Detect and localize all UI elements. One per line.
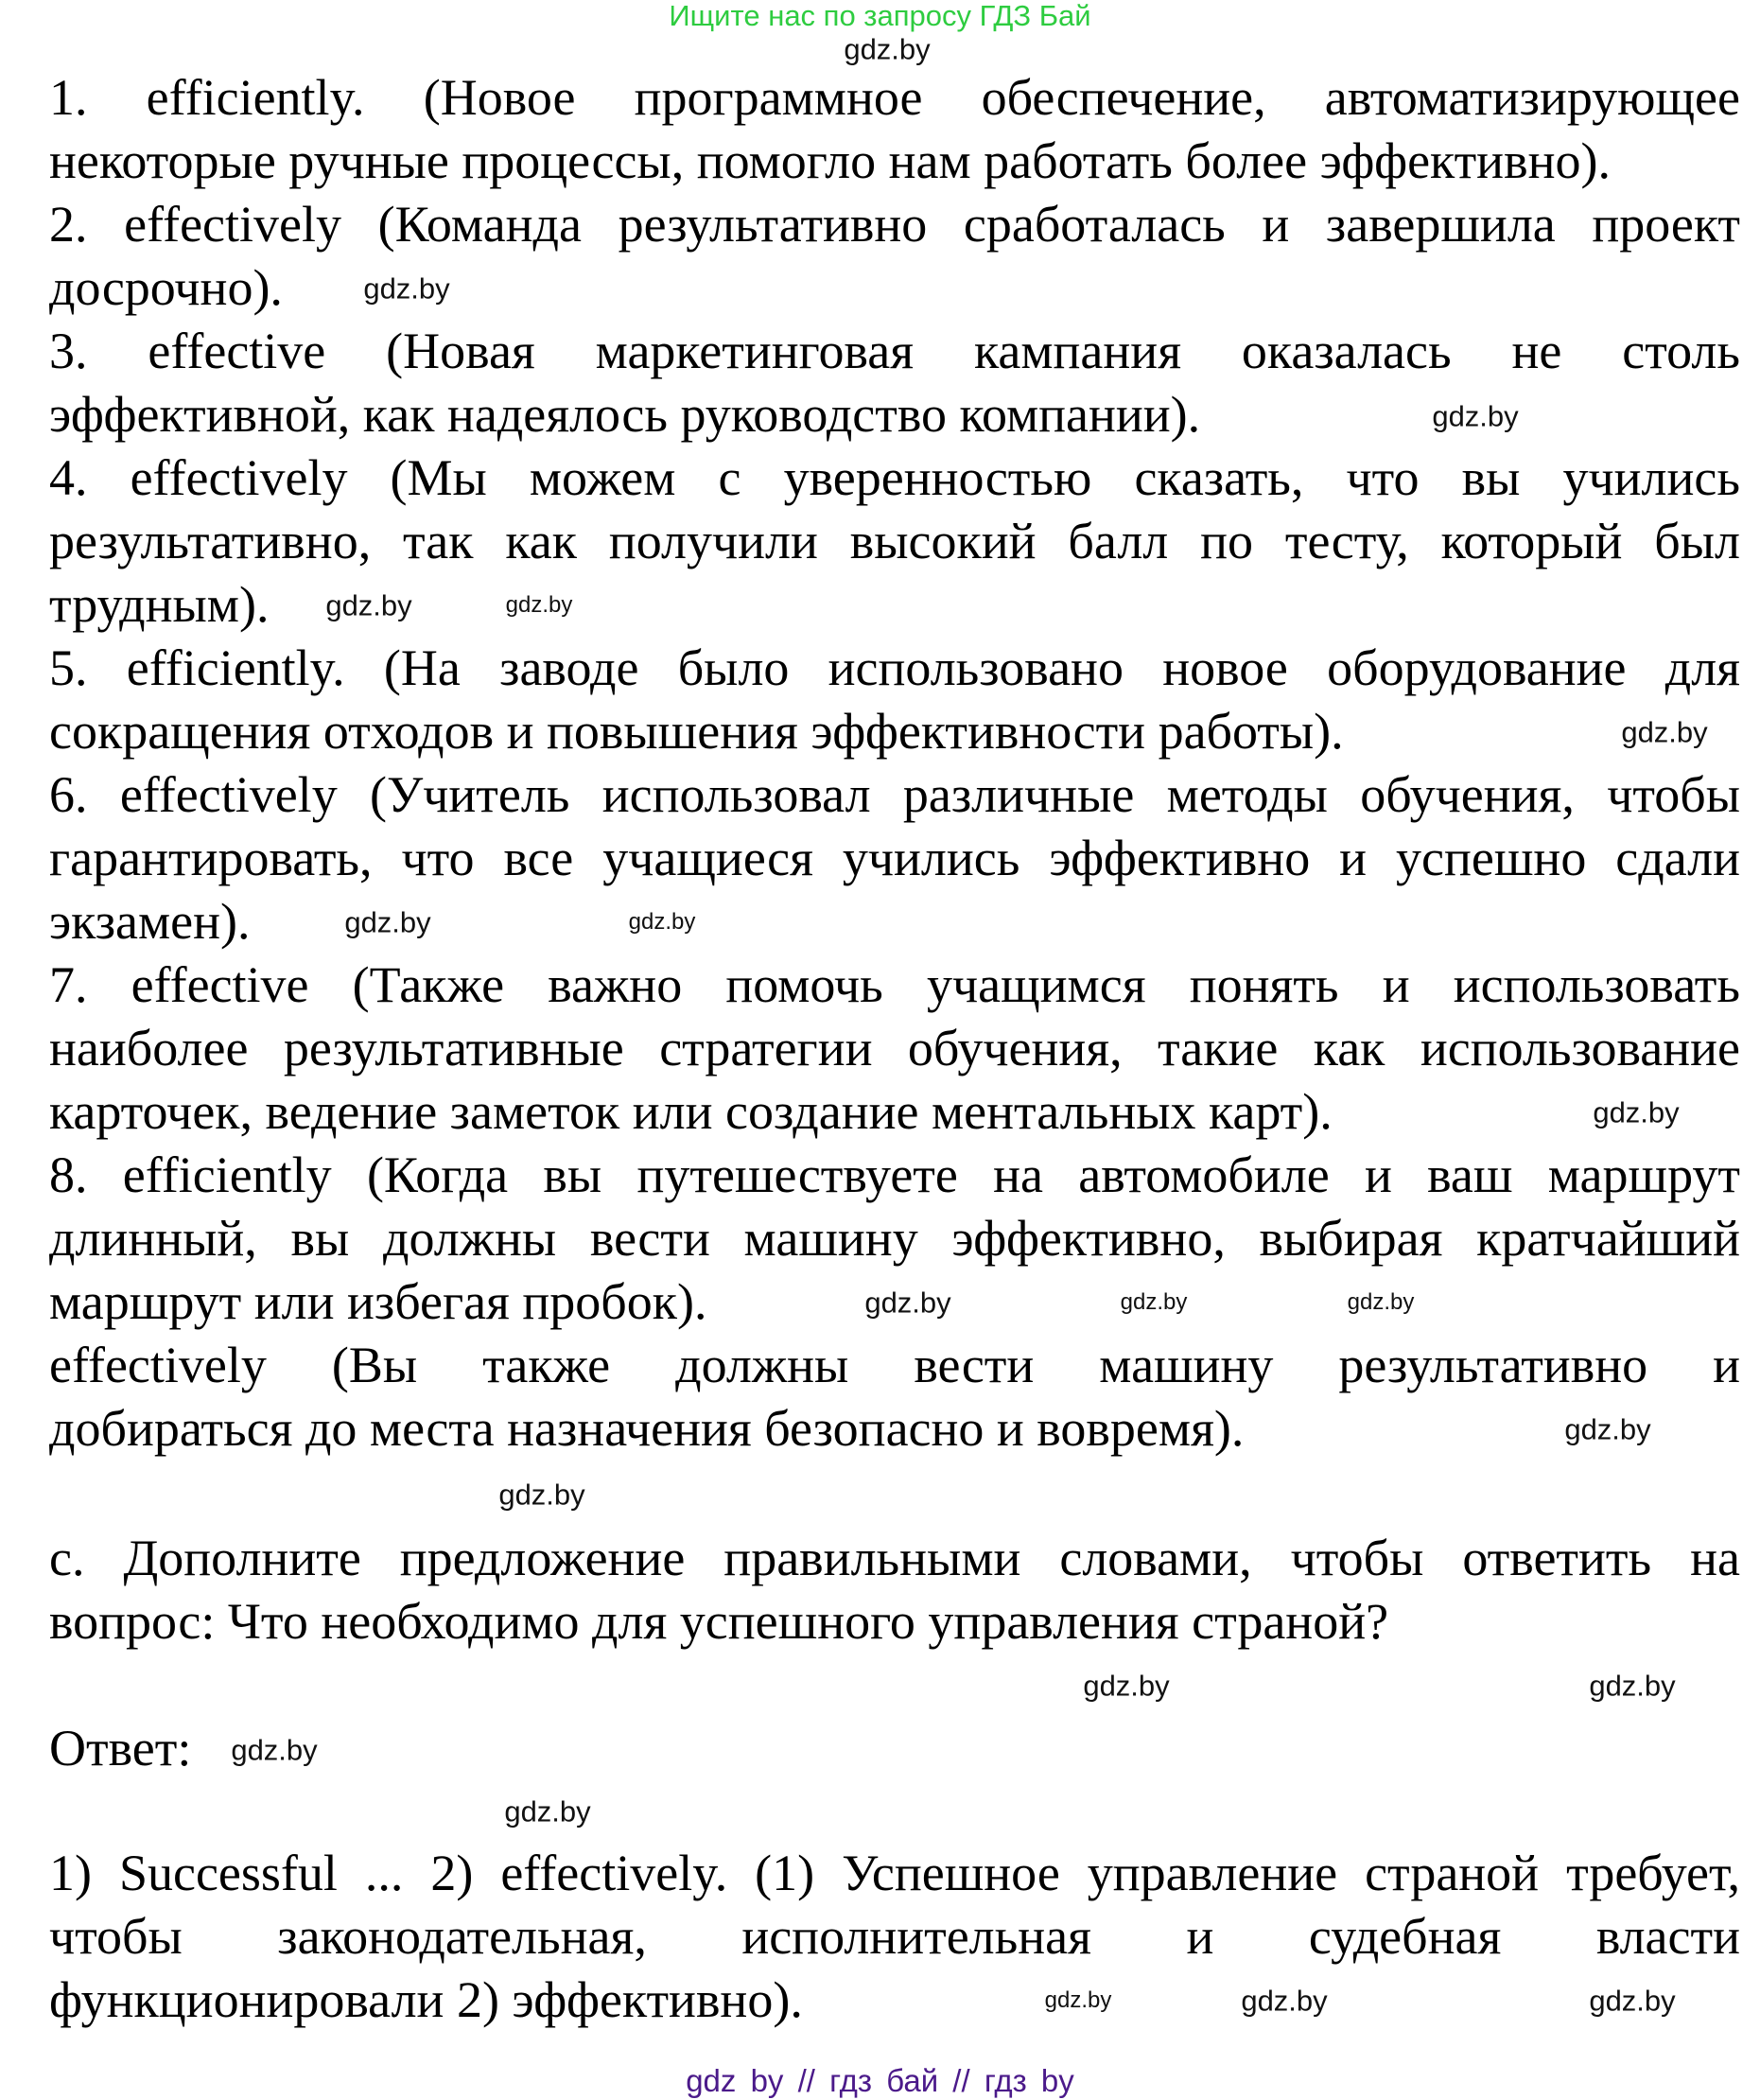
answer-c-line: функционировали 2) эффективно). [49, 1971, 803, 2028]
answer-6-line: экзамен). [49, 893, 251, 950]
watermark: gdz.by [1621, 715, 1708, 749]
answer-4-line: результативно, так как получили высокий балл по тесту, который был [49, 513, 1740, 569]
answer-6-line: 6. effectively (Учитель использовал различные методы обучения, чтобы [49, 766, 1740, 823]
answer-3-line: эффективной, как надеялось руководство компании). [49, 386, 1201, 443]
task-c [49, 1527, 1740, 1654]
watermark: gdz.by [1564, 1412, 1651, 1446]
watermark: gdz.by [628, 909, 696, 935]
answer-c [49, 1842, 1740, 2032]
answer-4-line: трудным). [49, 576, 270, 633]
watermark: gdz.by [1083, 1669, 1170, 1703]
watermark: gdz.by [844, 32, 931, 66]
answer-5-line: сокращения отходов и повышения эффективности работы). [49, 703, 1344, 760]
answer-4-line: 4. effectively (Мы можем с уверенностью сказать, что вы учились [49, 449, 1740, 506]
answer-c-line: 1) Successful ... 2) effectively. (1) Успешное управление страной требует, [49, 1845, 1740, 1901]
watermark: gdz.by [505, 592, 573, 618]
answer-8-line: 8. efficiently (Когда вы путешествуете на автомобиле и ваш маршрут [49, 1146, 1740, 1203]
answer-8b-line: добираться до места назначения безопасно и вовремя). [49, 1400, 1245, 1457]
answer-7-line: наиболее результативные стратегии обучения, такие как использование [49, 1020, 1740, 1076]
watermark: gdz.by [504, 1794, 591, 1829]
watermark: gdz.by [1589, 1669, 1676, 1703]
watermark: gdz.by [1347, 1289, 1415, 1315]
answer-3-line: 3. effective (Новая маркетинговая кампания оказалась не столь [49, 323, 1740, 379]
answer-1-line: некоторые ручные процессы, помогло нам работать более эффективно). [49, 132, 1611, 189]
watermark: gdz.by [344, 905, 431, 939]
watermark: gdz.by [1241, 1984, 1328, 2018]
answer-label: Ответ: [49, 1720, 192, 1776]
watermark: gdz.by [1120, 1289, 1188, 1315]
watermark: gdz.by [1593, 1095, 1680, 1129]
watermark: gdz.by [363, 271, 450, 306]
answer-7-line: карточек, ведение заметок или создание ментальных карт). [49, 1083, 1333, 1140]
watermark: gdz.by [231, 1733, 318, 1767]
answer-8-line: маршрут или избегая пробок). [49, 1273, 707, 1330]
answers-list [49, 66, 1740, 1461]
watermark: gdz.by [1589, 1984, 1676, 2018]
answer-c-line: чтобы законодательная, исполнительная и судебная власти [49, 1908, 1740, 1965]
watermark: gdz.by [1432, 399, 1519, 433]
footer-links: gdz by // гдз бай // гдз by [686, 2063, 1074, 2098]
answer-8-line: длинный, вы должны вести машину эффективно, выбирая кратчайший [49, 1210, 1740, 1267]
watermark: gdz.by [498, 1478, 585, 1512]
watermark: gdz.by [325, 588, 412, 622]
search-hint-banner: Ищите нас по запросу ГДЗ Бай [669, 0, 1091, 32]
answer-2-line: 2. effectively (Команда результативно сработалась и завершила проект [49, 196, 1740, 253]
answer-2-line: досрочно). [49, 259, 283, 316]
task-c-line: вопрос: Что необходимо для успешного управления страной? [49, 1593, 1389, 1650]
answer-5-line: 5. efficiently. (На заводе было использовано новое оборудование для [49, 639, 1740, 696]
watermark: gdz.by [1044, 1987, 1112, 2013]
answer-7-line: 7. effective (Также важно помочь учащимся понять и использовать [49, 956, 1740, 1013]
answer-8b-line: effectively (Вы также должны вести машину результативно и [49, 1337, 1740, 1393]
answer-1-line: 1. efficiently. (Новое программное обеспечение, автоматизирующее [49, 69, 1740, 126]
watermark: gdz.by [864, 1286, 951, 1320]
task-c-line: c. Дополните предложение правильными словами, чтобы ответить на [49, 1530, 1740, 1586]
answer-6-line: гарантировать, что все учащиеся учились эффективно и успешно сдали [49, 830, 1740, 886]
